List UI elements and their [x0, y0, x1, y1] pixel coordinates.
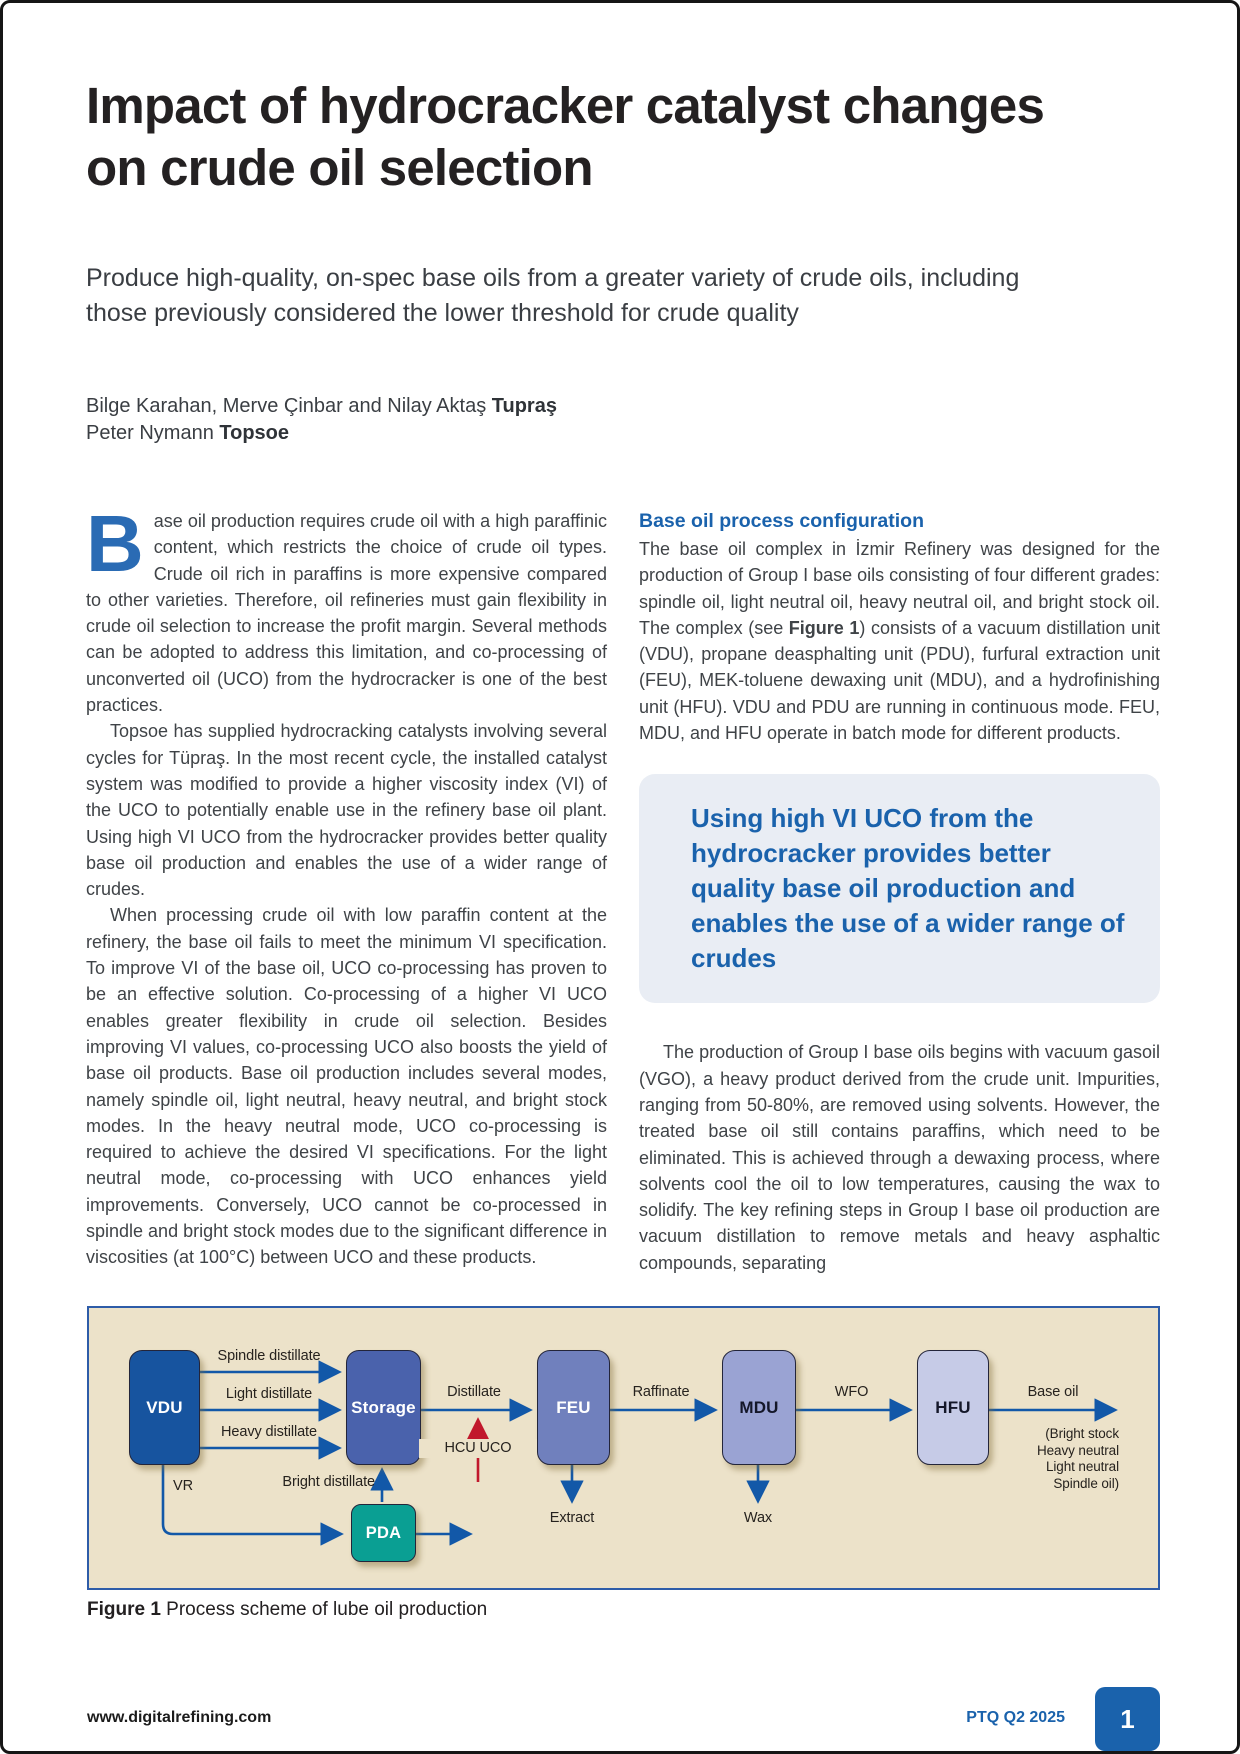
figure-1-diagram: [87, 1306, 1160, 1590]
section-heading: Base oil process configuration: [639, 510, 924, 532]
label-extract: Extract: [549, 1510, 595, 1526]
paragraph-config-end: ) consists of a vacuum distillation unit (VDU), propane deasphalting unit (PDU), furfural extraction unit (FEU), MEK-toluene dewaxing unit (MDU), and a hydrofinishing unit (HFU). VDU and PDU are running in continuous mode. FEU, MDU, and HFU operate in batch mode for different products.: [639, 617, 1160, 744]
label-vr: VR: [173, 1478, 193, 1494]
grade-spindle-oil: Spindle oil): [1053, 1475, 1119, 1491]
pull-quote-text: Using high VI UCO from the hydrocracker provides better quality base oil production and enables the use of a wider range of crudes: [691, 803, 1125, 974]
grade-light-neutral: Light neutral: [1045, 1459, 1119, 1474]
unit-box-feu: FEU: [537, 1350, 610, 1465]
left-column: [86, 499, 607, 1276]
figure-caption: [87, 1599, 487, 1621]
label-heavy-distillate: Heavy distillate: [221, 1424, 317, 1440]
page-number-tab: [1095, 1687, 1160, 1751]
author-names-1: Bilge Karahan, Merve Çinbar and Nilay Aktaş: [86, 395, 492, 417]
footer-issue: PTQ Q2 2025: [966, 1709, 1065, 1726]
paragraph-config-start: The base oil complex in İzmir Refinery was designed for the production of Group I base oils consisting of four different grades: spindle oil, light neutral oil, heavy neutral oil, and bright stock oil. The complex (see: [639, 539, 1160, 638]
paragraph-intro: [86, 499, 607, 718]
page-number: 1: [1120, 1703, 1135, 1734]
label-bright-distillate: Bright distillate: [282, 1474, 375, 1490]
pull-quote-box: [639, 774, 1160, 1003]
right-column: [639, 508, 1160, 1276]
author-line-2: [86, 420, 557, 447]
label-wax: Wax: [743, 1510, 773, 1526]
unit-box-storage: Storage: [346, 1350, 421, 1465]
paragraph-2: Topsoe has supplied hydrocracking catalysts involving several cycles for Tüpraş. In the most recent cycle, the installed catalyst system was modified to provide a higher viscosity index (VI) of the UCO to potentially enable use in the refinery base oil plant. Using high VI UCO from the hydrocracker provides better quality base oil production and enables the use of a wider range of crudes.: [86, 721, 607, 900]
author-company-1: Tupraş: [491, 395, 557, 417]
author-names-2: Peter Nymann: [86, 422, 220, 444]
author-line-1: [86, 393, 557, 420]
drop-cap: B: [86, 499, 144, 588]
paragraph-3: When processing crude oil with low paraffin content at the refinery, the base oil fails to meet the minimum VI specification. To improve VI of the base oil, UCO co-processing has proven to be an effective solution. Co-processing of a higher VI UCO enables greater flexibility in crude oil selection. Besides improving VI values, co-processing UCO also boosts the yield of base oil products. Base oil production includes several modes, namely spindle oil, light neutral, heavy neutral, and bright stock modes. In the heavy neutral mode, UCO co-processing is required to achieve the desired VI specifications. For the light neutral mode, co-processing with UCO enhances yield improvements. Conversely, UCO cannot be co-processed in spindle and bright stock modes due to the significant difference in viscosities (at 100°C) between UCO and these products.: [86, 905, 607, 1268]
footer-website: www.digitalrefining.com: [87, 1709, 272, 1726]
figure-caption-text: Process scheme of lube oil production: [160, 1599, 488, 1620]
label-hcu-uco: HCU UCO: [419, 1439, 537, 1458]
label-base-oil-grades: [949, 1426, 1119, 1492]
label-base-oil: Base oil: [1027, 1384, 1079, 1400]
label-distillate: Distillate: [447, 1384, 501, 1400]
article-standfirst: Produce high-quality, on-spec base oils from a greater variety of crude oils, including those previously considered the lower threshold for crude quality: [86, 264, 1020, 327]
paragraph-config: [639, 536, 1160, 746]
paragraph-intro-text: ase oil production requires crude oil with a high paraffinic content, which restricts the choice of crude oil types. Crude oil rich in paraffins is more expensive compared to other varieties. Therefore, oil refineries must gain flexibility in crude oil selection to increase the profit margin. Several methods can be adopted to address this limitation, and co-processing of unconverted oil (UCO) from the hydrocracker is one of the best practices.: [86, 511, 607, 716]
unit-box-pda: PDA: [351, 1504, 416, 1562]
page-title: Impact of hydrocracker catalyst changes on crude oil selection: [86, 77, 1045, 196]
author-company-2: Topsoe: [219, 422, 290, 444]
label-wfo: WFO: [834, 1384, 869, 1400]
paragraph-production: The production of Group I base oils begins with vacuum gasoil (VGO), a heavy product derived from the crude unit. Impurities, ranging from 50-80%, are removed using solvents. However, the treated base oil still contains paraffins, which need to be eliminated. This is achieved through a dewaxing process, where solvents cool the oil to low temperatures, causing the wax to solidify. The key refining steps in Group I base oil production are vacuum distillation to remove metals and heavy asphaltic compounds, separating: [639, 1042, 1160, 1273]
unit-box-mdu: MDU: [722, 1350, 796, 1465]
figure-reference: Figure 1: [788, 617, 860, 638]
label-light-distillate: Light distillate: [225, 1386, 313, 1402]
grade-bright-stock: (Bright stock: [1045, 1426, 1119, 1441]
unit-box-hfu: HFU: [917, 1350, 989, 1465]
body-columns: [86, 499, 1160, 1276]
label-raffinate: Raffinate: [632, 1384, 690, 1400]
authors-block: [86, 393, 557, 447]
label-spindle-distillate: Spindle distillate: [217, 1348, 321, 1364]
figure-caption-number: Figure 1: [87, 1599, 161, 1620]
grade-heavy-neutral: Heavy neutral: [1037, 1442, 1119, 1458]
unit-box-vdu: VDU: [129, 1350, 200, 1465]
